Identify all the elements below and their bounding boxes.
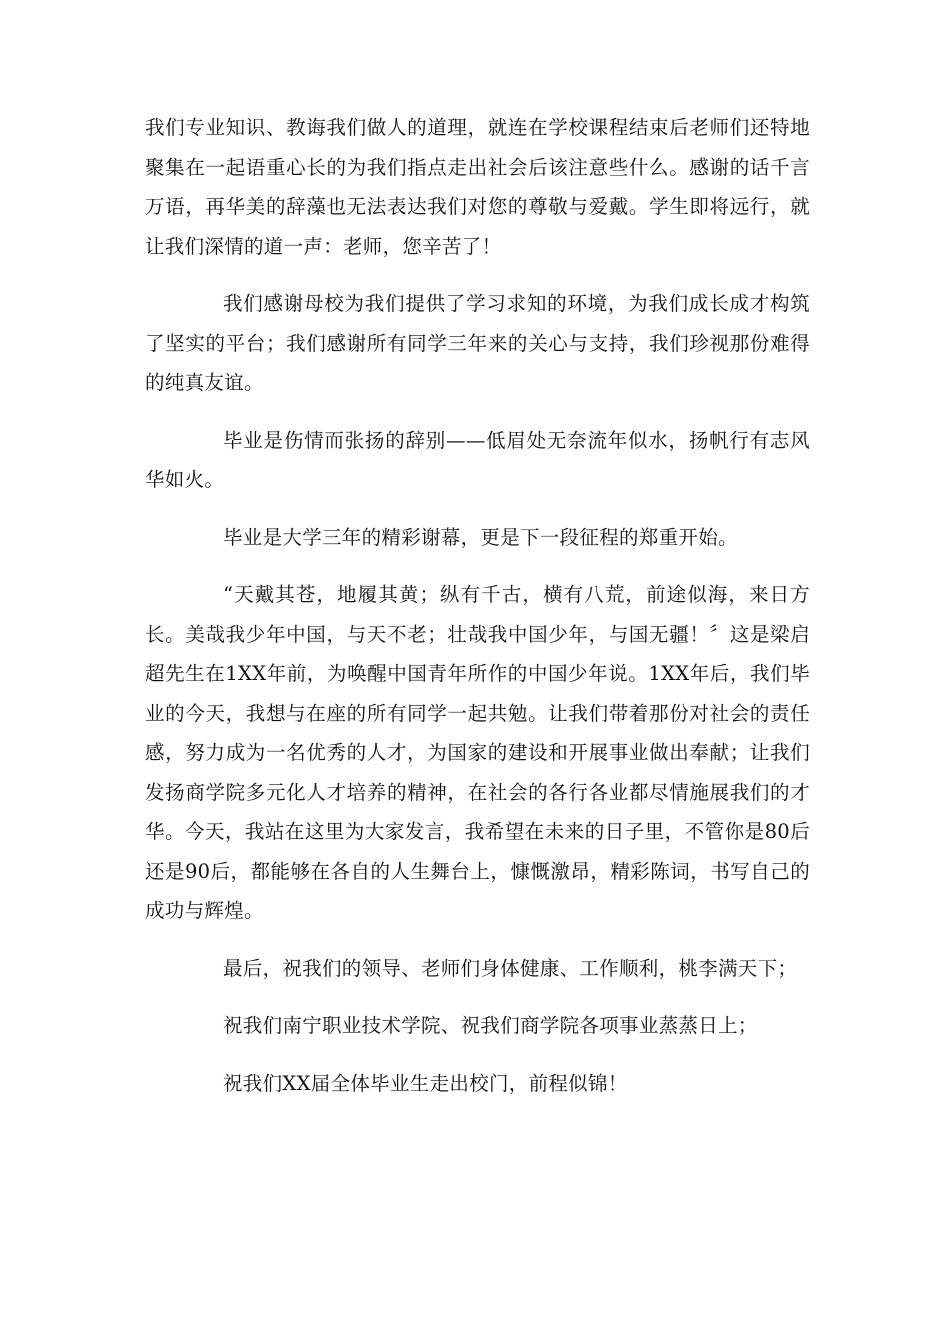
paragraph-continued-thanks: 我们专业知识、教诲我们做人的道理，就连在学校课程结束后老师们还特地聚集在一起语重心长的为我们指点走出社会后该注意些什么。感谢的话千言万语，再华美的辞藻也无法表达我们对您的尊敬与爱戴。学生即将远行，就让我们深情的道一声：老师，您辛苦了！: [145, 116, 810, 258]
paragraph-wish-graduates: 祝我们XX届全体毕业生走出校门，前程似锦！: [223, 1071, 628, 1095]
paragraph-wish-leaders: 最后，祝我们的领导、老师们身体健康、工作顺利，桃李满天下；: [223, 956, 798, 980]
paragraph-graduation: 毕业是大学三年的精彩谢幕，更是下一段征程的郑重开始。: [223, 525, 738, 549]
paragraph-young-china: “天戴其苍，地履其黄；纵有千古，横有八荒，前途似海，来日方长。美哉我少年中国，与天不老；壮哉我中国少年，与国无疆！〞这是梁启超先生在1XX年前，为唤醒中国青年所作的中国少年说。1XX年后，我们毕业的今天，我想与在座的所有同学一起共勉。让我们带着那份对社会的责任感，努力成为一名优秀的人才，为国家的建设和开展事业做出奉献；让我们发扬商学院多元化人才培养的精神，在社会的各行各业都尽情施展我们的才华。今天，我站在这里为大家发言，我希望在未来的日子里，不管你是80后还是90后，都能够在各自的人生舞台上，慷慨激昂，精彩陈词，书写自己的成功与辉煌。: [145, 583, 810, 922]
paragraph-wish-college: 祝我们南宁职业技术学院、祝我们商学院各项事业蒸蒸日上；: [223, 1014, 758, 1037]
paragraph-thanks-school: 我们感谢母校为我们提供了学习求知的环境，为我们成长成才构筑了坚实的平台；我们感谢所有同学三年来的关心与支持，我们珍视那份难得的纯真友谊。: [145, 292, 810, 394]
document-body: [145, 108, 810, 1103]
paragraph-farewell: 毕业是伤情而张扬的辞别——低眉处无奈流年似水，扬帆行有志风华如火。: [145, 428, 810, 491]
